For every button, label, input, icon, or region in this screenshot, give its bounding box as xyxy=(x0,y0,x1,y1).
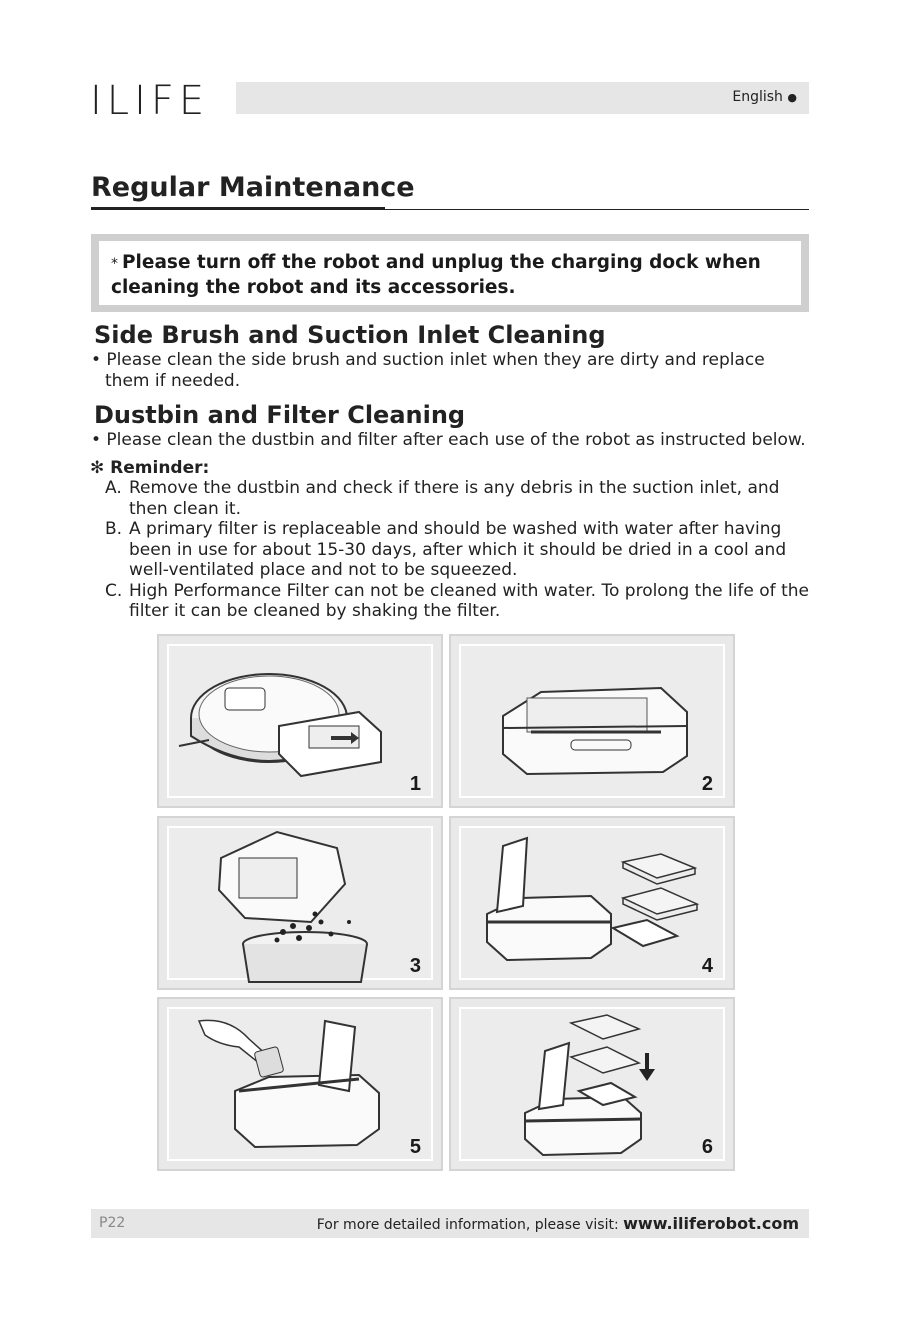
footer xyxy=(91,1209,809,1238)
bullet-icon: ● xyxy=(787,91,797,104)
figure-number: 2 xyxy=(701,773,713,795)
page-title: Regular Maintenance xyxy=(91,172,415,203)
figure-number: 3 xyxy=(409,955,421,977)
figure-3 xyxy=(157,816,443,990)
figure-6 xyxy=(449,997,735,1171)
ilife-logo: ILIFE xyxy=(90,78,210,124)
title-underline xyxy=(91,207,385,210)
warning-box xyxy=(91,234,809,312)
emptying-dustbin-illustration xyxy=(159,818,445,992)
reinserting-filters-illustration xyxy=(451,999,737,1173)
figure-number: 5 xyxy=(409,1136,421,1158)
reminder-steps xyxy=(105,478,817,622)
reminder-label: ✻ Reminder: xyxy=(90,458,210,478)
dustbin-heading: Dustbin and Filter Cleaning xyxy=(94,401,466,429)
list-item: C. High Performance Filter can not be cleaned with water. To prolong the life of the filter it can be cleaned by shaking the filter. xyxy=(105,580,809,621)
list-item: A. Remove the dustbin and check if there is any debris in the suction inlet, and then clean it. xyxy=(105,478,780,519)
language-bar xyxy=(236,82,809,114)
side-brush-heading: Side Brush and Suction Inlet Cleaning xyxy=(94,321,606,349)
page-number: P22 xyxy=(99,1215,126,1231)
robot-dustbin-removal-illustration xyxy=(159,636,445,810)
website-link[interactable]: www.iliferobot.com xyxy=(623,1214,799,1233)
figure-4 xyxy=(449,816,735,990)
figure-5 xyxy=(157,997,443,1171)
asterisk-icon: * xyxy=(111,256,118,272)
brushing-dustbin-illustration xyxy=(159,999,445,1173)
language-label: English ● xyxy=(732,89,797,105)
figure-1 xyxy=(157,634,443,808)
filters-removed-illustration xyxy=(451,818,737,992)
list-item: B. A primary filter is replaceable and should be washed with water after having been in use for about 15-30 days, after which it should be dried in a cool and well-ventilated place and not to be squeezed. xyxy=(105,519,787,580)
side-brush-text: • Please clean the side brush and suction inlet when they are dirty and replace them if needed. xyxy=(91,350,765,391)
figure-number: 4 xyxy=(701,955,713,977)
warning-text: * Please turn off the robot and unplug the charging dock when cleaning the robot and its accessories. xyxy=(111,252,761,298)
footer-text: For more detailed information, please visit: www.iliferobot.com xyxy=(316,1214,799,1233)
figure-number: 6 xyxy=(701,1136,713,1158)
dustbin-text: • Please clean the dustbin and filter after each use of the robot as instructed below. xyxy=(91,430,806,450)
figure-2 xyxy=(449,634,735,808)
figure-number: 1 xyxy=(409,773,421,795)
dustbin-illustration xyxy=(451,636,737,810)
